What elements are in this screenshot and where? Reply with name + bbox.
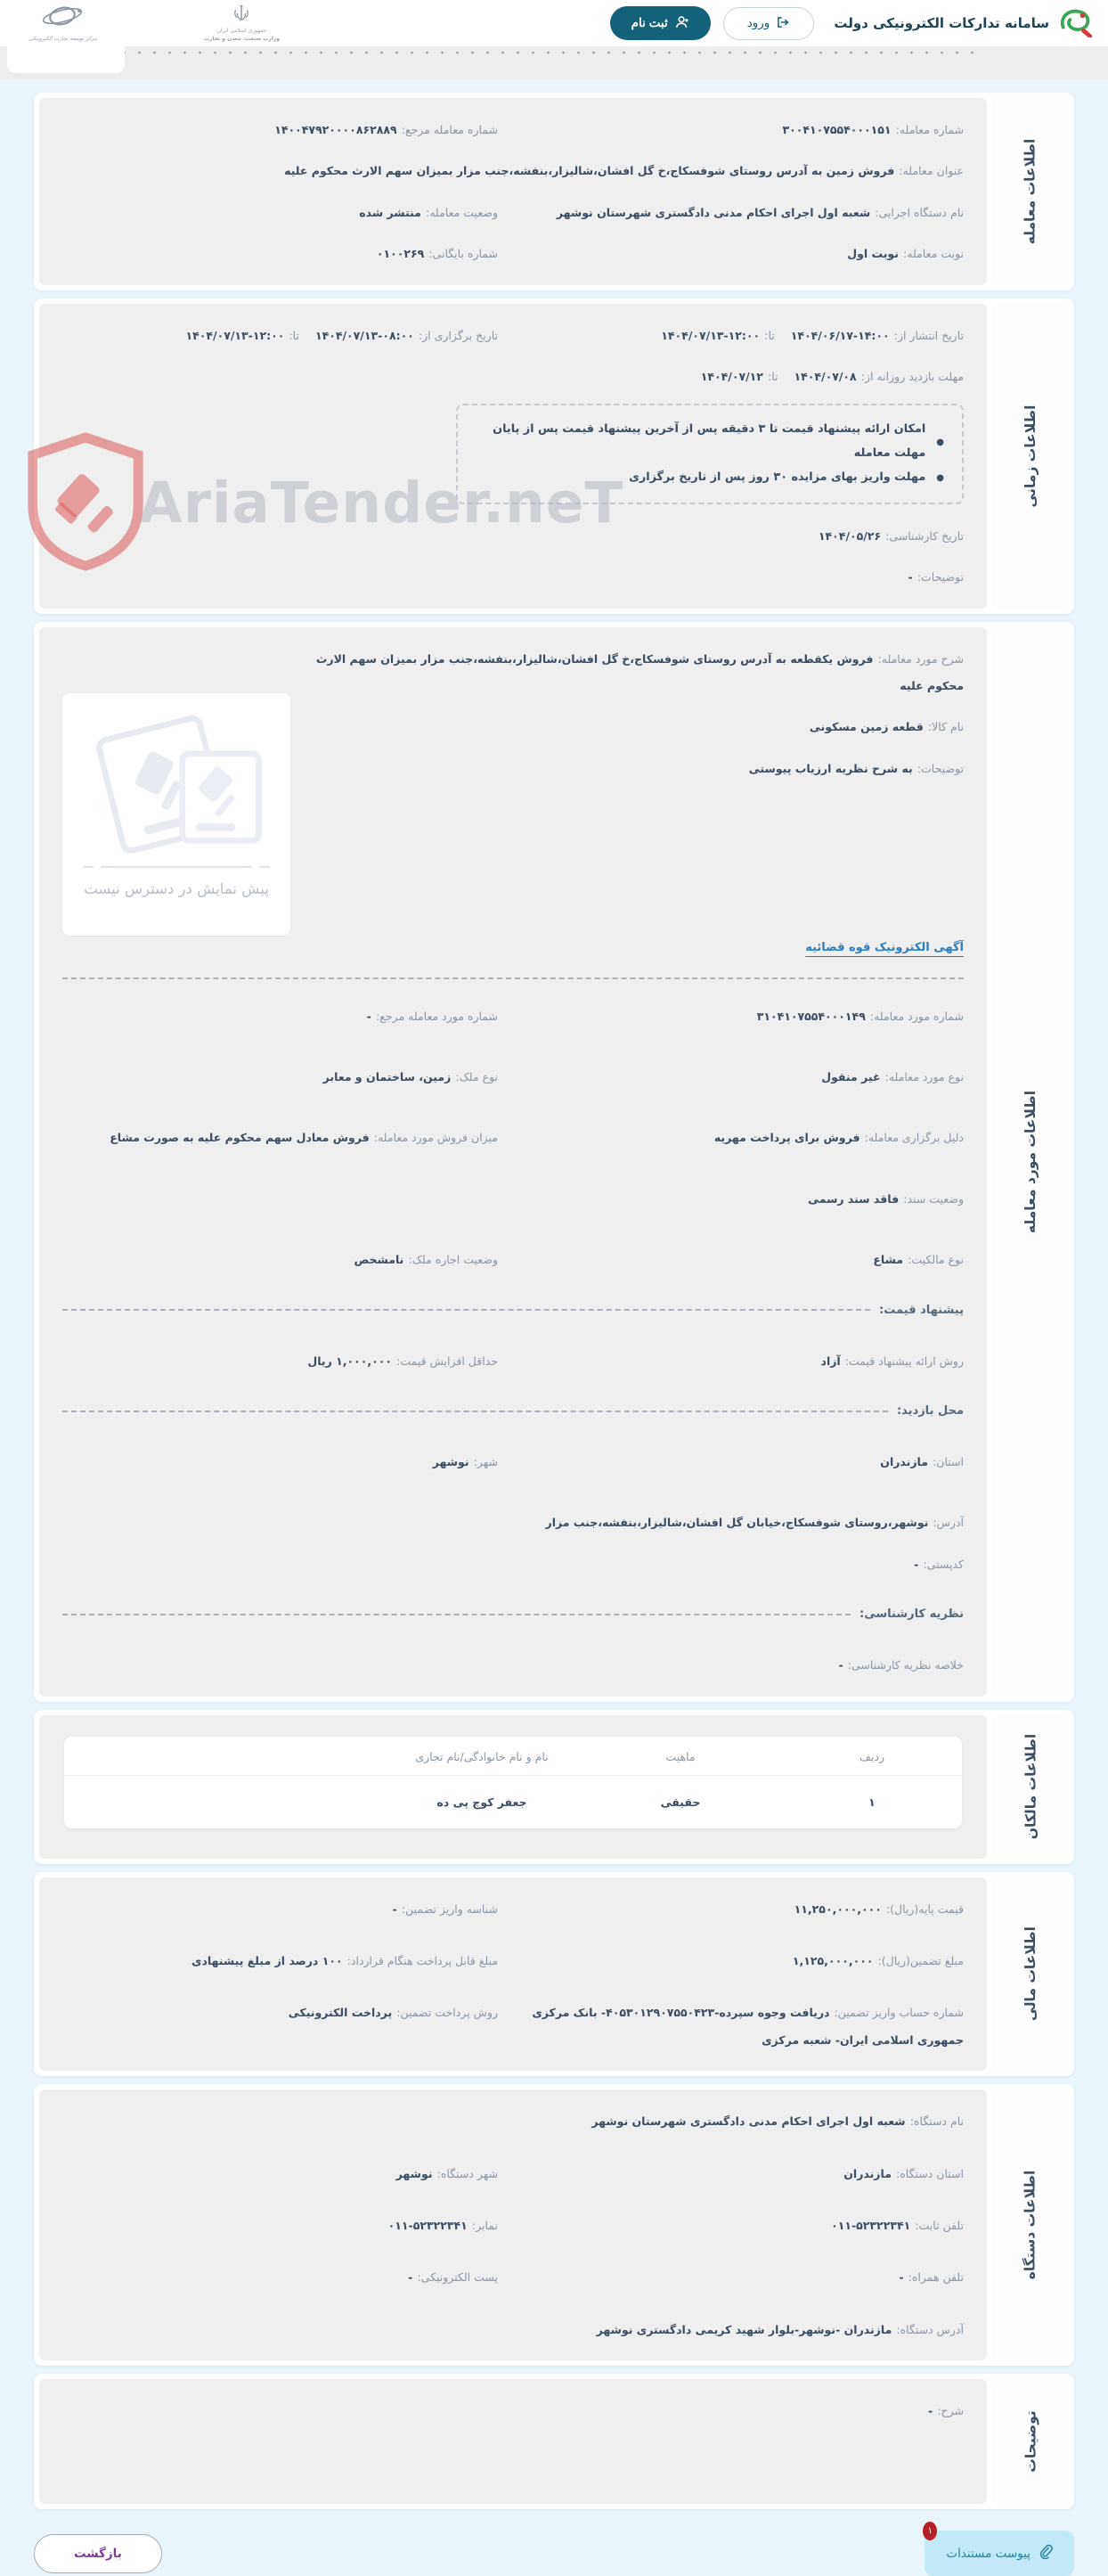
owner-nature: حقیقی	[660, 1795, 701, 1809]
globe-icon	[39, 4, 86, 35]
owners-table-header	[64, 1737, 962, 1775]
deal-type: نوع مورد معامله: غیر منقول	[821, 1070, 964, 1084]
emblem-caption-2: وزارت صنعت، معدن و تجارت	[203, 36, 280, 42]
ministry-emblem	[204, 4, 280, 43]
section-deal-title-strip	[992, 98, 1069, 285]
section-deal-info	[34, 93, 1074, 290]
postal-code: کدپستی: -	[914, 1557, 964, 1571]
section-timing-title-strip	[992, 304, 1069, 609]
owner-name: جعفر کوچ پی ده	[436, 1795, 527, 1809]
divider	[62, 977, 964, 979]
bid-method: روش ارائه پیشنهاد قیمت: آزاد	[820, 1353, 964, 1368]
subject-notes: توضیحات: به شرح نظریه ارزیاب پیوستی	[748, 761, 964, 775]
register-label: ثبت نام	[631, 16, 668, 29]
attach-label: پیوست مستندات	[946, 2546, 1031, 2561]
table-row[interactable]	[64, 1775, 962, 1828]
actions-bar	[0, 2526, 1108, 2576]
section-owners-title-strip	[992, 1715, 1069, 1859]
deal-subject: عنوان معامله: فروش زمین به آدرس روستای شوفسکاج،خ گل افشان،شالیزار،بنفشه،جنب مزار بمیزان سهم الارث محکوم علیه	[284, 164, 964, 178]
section-title: اطلاعات مالکان	[1022, 1733, 1039, 1840]
deal-ref-number: شماره معامله مرجع: ۱۴۰۰۴۷۹۲۰۰۰۰۸۶۲۸۸۹	[274, 123, 498, 136]
deal-status: وضعیت معامله: منتشر شده	[359, 205, 498, 219]
ecommerce-center-logo	[29, 4, 97, 43]
attach-count-badge: ۱	[923, 2522, 937, 2540]
section-owners-info	[34, 1710, 1074, 1864]
visit-section-header: محل بازدید:	[62, 1404, 964, 1418]
deed-status: وضعیت سند: فاقد سند رسمی	[808, 1191, 964, 1206]
ecommerce-caption: مرکز توسعه تجارت الکترونیکی	[29, 35, 97, 42]
section-financial-panel	[39, 1877, 987, 2072]
header	[0, 0, 1108, 46]
section-timing-panel	[39, 304, 987, 609]
deal-reason: دلیل برگزاری معامله: فروش برای پرداخت مهریه	[713, 1131, 964, 1145]
property-type: نوع ملک: زمین، ساختمان و معابر	[322, 1070, 498, 1084]
expert-summary: خلاصه نظریه کارشناسی: -	[838, 1658, 964, 1672]
login-label: ورود	[746, 16, 770, 29]
emblem-caption-1: جمهوری اسلامی ایران	[216, 28, 267, 34]
section-remarks	[34, 2374, 1074, 2509]
held-dates: تاریخ برگزاری از: ۱۴۰۴/۰۷/۱۳-۰۸:۰۰تا: ۱۴۰۴/۰۷/۱۳-۱۲:۰۰	[185, 328, 498, 342]
section-agency-info	[34, 2084, 1074, 2366]
register-button[interactable]	[610, 6, 711, 40]
agency-name: نام دستگاه: شعبه اول اجرای احکام مدنی دادگستری شهرستان نوشهر	[591, 2114, 964, 2129]
bid-section-header: پیشنهاد قیمت:	[62, 1304, 964, 1317]
publish-dates: تاریخ انتشار از: ۱۴۰۴/۰۶/۱۷-۱۴:۰۰تا: ۱۴۰۴/۰۷/۱۳-۱۲:۰۰	[661, 328, 964, 342]
deal-archive-number: شماره بایگانی: ۰۱۰۰۲۶۹	[376, 247, 498, 261]
judiciary-notice-link[interactable]: آگهی الکترونیک قوه قضائیه	[805, 940, 964, 954]
expert-section-header: نظریه کارشناسی:	[62, 1607, 964, 1621]
case-number: شماره مورد معامله: ۳۱۰۴۱۰۷۵۵۴۰۰۰۱۴۹	[756, 1009, 964, 1023]
visit-dates: مهلت بازدید روزانه از: ۱۴۰۴/۰۷/۰۸تا: ۱۴۰۴/۰۷/۱۲	[700, 369, 964, 383]
paperclip-icon	[1039, 2544, 1053, 2563]
section-title: اطلاعات مورد معامله	[1022, 1090, 1039, 1233]
guarantee-amount: مبلغ تضمین(ریال): ۱,۱۲۵,۰۰۰,۰۰۰	[792, 1954, 964, 1967]
subject-desc: شرح مورد معامله: فروش یکقطعه به آدرس روستای شوفسکاج،خ گل افشان،شالیزار،بنفشه،جنب مزار بمیزان سهم الارث محکوم علیه	[315, 651, 964, 693]
attach-documents-button[interactable]	[925, 2526, 1074, 2576]
expert-date: تاریخ کارشناسی: ۱۴۰۴/۰۵/۲۶	[818, 528, 964, 543]
deposit-id: شناسه واریز تضمین: -	[392, 1901, 498, 1916]
watermark-text: AriaTender.neT	[139, 470, 624, 536]
agency-email: پست الکترونیکی: -	[408, 2270, 498, 2285]
section-agency-title-strip	[992, 2089, 1069, 2360]
gavel-illustration-icon	[85, 713, 268, 864]
section-subject-panel	[39, 627, 987, 1697]
sale-amount: میزان فروش مورد معامله: فروش معادل سهم محکوم علیه به صورت مشاع	[110, 1131, 498, 1145]
section-remarks-title-strip	[992, 2379, 1069, 2504]
ticker-clipped-text	[11, 49, 974, 56]
ownership-type: نوع مالکیت: مشاع	[873, 1253, 964, 1267]
notice-line-2: ● مهلت واریز بهای مزایده ۳۰ روز پس از تاریخ برگزاری	[476, 466, 944, 490]
visit-address: آدرس: نوشهر،روستای شوفسکاج،خیابان گل افشان،شالیزار،بنفشه،جنب مزار	[545, 1516, 964, 1530]
setad-logo-icon	[1058, 5, 1092, 41]
person-add-icon	[675, 15, 689, 31]
city: شهر: نوشهر	[432, 1455, 498, 1469]
owner-row-index: ۱	[868, 1795, 876, 1809]
section-title: اطلاعات زمانی	[1022, 405, 1039, 508]
section-financial-title-strip	[992, 1877, 1069, 2072]
bullet-icon: ●	[936, 472, 944, 483]
agency-phone: تلفن ثابت: ۰۱۱-۵۲۳۲۲۳۴۱	[831, 2218, 964, 2232]
subject-item-name: نام کالا: قطعه زمین مسکونی	[809, 720, 964, 734]
section-agency-panel	[39, 2089, 987, 2360]
news-ticker[interactable]	[0, 46, 1108, 80]
section-owners-panel	[39, 1715, 987, 1859]
section-subject-info	[34, 622, 1074, 1702]
back-button[interactable]: بازگشت	[34, 2534, 162, 2573]
bullet-icon: ●	[936, 437, 944, 447]
guarantee-account: شماره حساب واریز تضمین: دریافت وجوه سپرده-۴۰۵۳۰۱۲۹۰۷۵۵۰۴۲۳- بانک مرکزی جمهوری اسلامی ایران- شعبه مرکزی	[532, 2006, 964, 2047]
owners-table	[64, 1737, 962, 1828]
col-row-header: ردیف	[859, 1749, 885, 1763]
brand	[834, 5, 1092, 41]
login-button[interactable]	[723, 7, 815, 40]
section-title: اطلاعات مالی	[1022, 1926, 1039, 2022]
government-logos	[16, 4, 280, 43]
section-title: اطلاعات معامله	[1022, 138, 1039, 245]
col-name-header: نام و نام خانوادگی/نام تجاری	[415, 1749, 549, 1763]
iran-emblem-icon	[232, 4, 251, 27]
timing-desc: توضیحات: -	[908, 570, 964, 585]
section-remarks-panel	[39, 2379, 987, 2504]
deal-number: شماره معامله: ۳۰۰۴۱۰۷۵۵۴۰۰۰۱۵۱	[782, 123, 964, 136]
min-price-increase: حداقل افزایش قیمت: ۱,۰۰۰,۰۰۰ ریال	[307, 1353, 498, 1368]
rent-status: وضعیت اجاره ملک: نامشخص	[354, 1253, 498, 1267]
agency-fax: نمابر: ۰۱۱-۵۲۳۲۲۳۴۱	[387, 2218, 498, 2232]
col-nature-header: ماهیت	[665, 1749, 696, 1763]
login-icon	[777, 16, 790, 31]
section-title: اطلاعات دستگاه	[1022, 2170, 1039, 2280]
agency-province: استان دستگاه: مازندران	[843, 2166, 964, 2180]
deal-turn: نوبت معامله: نوبت اول	[847, 247, 964, 261]
main-content	[0, 80, 1108, 2509]
section-deal-panel	[39, 98, 987, 285]
case-ref-number: شماره مورد معامله مرجع: -	[366, 1009, 498, 1023]
preview-placeholder	[62, 693, 290, 936]
section-subject-title-strip	[992, 627, 1069, 1697]
deal-agency: نام دستگاه اجرایی: شعبه اول اجرای احکام مدنی دادگستری شهرستان نوشهر	[556, 205, 964, 219]
ticker-tab	[7, 46, 125, 73]
placeholder-divider	[83, 866, 270, 868]
agency-city: شهر دستگاه: نوشهر	[395, 2166, 498, 2180]
app-title: سامانه تدارکات الکترونیکی دولت	[834, 15, 1049, 31]
agency-address: آدرس دستگاه: مازندران -نوشهر-بلوار شهید کریمی دادگستری نوشهر	[596, 2322, 964, 2336]
section-financial-info	[34, 1872, 1074, 2077]
agency-mobile: تلفن همراه: -	[899, 2270, 964, 2285]
timing-notice-box	[456, 404, 964, 504]
province: استان: مازندران	[880, 1455, 964, 1469]
preview-not-available-text: پیش نمایش در دسترس نیست	[84, 879, 269, 897]
payable-at-contract: مبلغ قابل پرداخت هنگام قرارداد: ۱۰۰ درصد از مبلغ پیشنهادی	[191, 1954, 498, 1967]
guarantee-pay-method: روش پرداخت تضمین: پرداخت الکترونیکی	[288, 2006, 498, 2020]
notice-line-1: ● امکان ارائه پیشنهاد قیمت تا ۳ دقیقه پس از آخرین پیشنهاد قیمت پس از پایان مهلت معامله	[493, 422, 944, 461]
remarks-desc: شرح: -	[928, 2404, 964, 2418]
section-timing-info	[34, 298, 1074, 614]
section-title: توضیحات	[1022, 2410, 1039, 2473]
base-price: قیمت پایه(ریال): ۱۱,۲۵۰,۰۰۰,۰۰۰	[794, 1901, 964, 1916]
